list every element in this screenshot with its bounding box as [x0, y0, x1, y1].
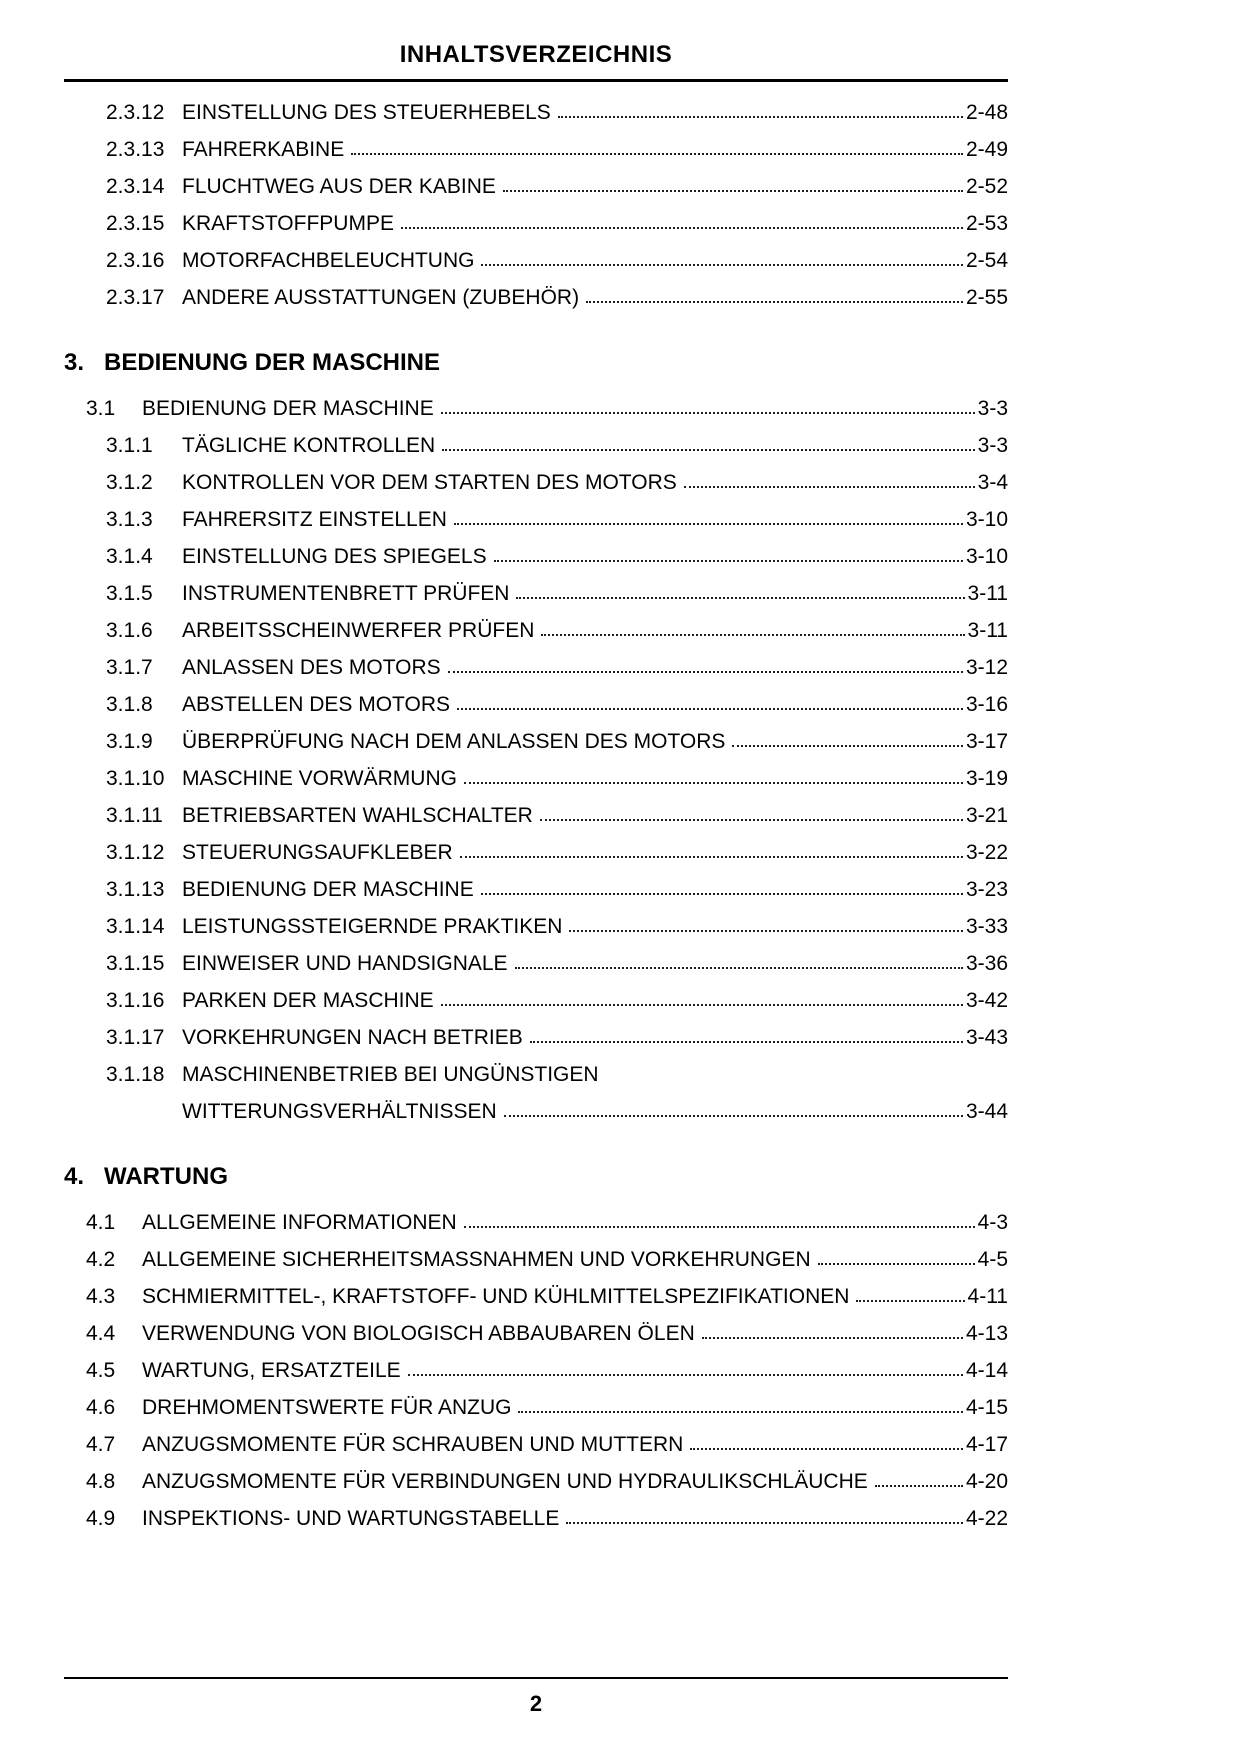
entry-title: ALLGEMEINE SICHERHEITSMASSNAHMEN UND VORKEHRUNGEN [142, 1248, 811, 1271]
toc-entry [64, 797, 1008, 834]
entry-number: 4.9 [86, 1507, 116, 1530]
dot-leader [558, 116, 963, 118]
entry-number: 2.3.15 [106, 212, 165, 235]
entry-page: 2-52 [965, 175, 1008, 198]
dot-leader [441, 412, 975, 414]
entry-title: VERWENDUNG VON BIOLOGISCH ABBAUBAREN ÖLEN [142, 1322, 695, 1345]
entry-title: ÜBERPRÜFUNG NACH DEM ANLASSEN DES MOTORS [182, 730, 726, 753]
dot-leader [401, 227, 963, 229]
toc-entry [64, 1500, 1008, 1537]
entry-page: 4-22 [965, 1507, 1008, 1530]
entry-title: ALLGEMEINE INFORMATIONEN [142, 1211, 457, 1234]
entry-page: 2-49 [965, 138, 1008, 161]
toc-entry [64, 538, 1008, 575]
entry-page: 2-48 [965, 101, 1008, 124]
dot-leader [464, 1226, 975, 1228]
entry-number: 3.1.15 [106, 952, 165, 975]
entry-number: 3.1.4 [106, 545, 153, 568]
toc-entry [64, 1389, 1008, 1426]
toc-entry [64, 501, 1008, 538]
entry-page: 3-10 [965, 508, 1008, 531]
toc-entry-list [64, 94, 1008, 316]
dot-leader [494, 560, 963, 562]
toc-entry [64, 1056, 1008, 1093]
entry-number: 4.3 [86, 1285, 116, 1308]
dot-leader [408, 1374, 963, 1376]
toc-entry [64, 1019, 1008, 1056]
dot-leader [481, 264, 962, 266]
toc-entry [64, 1204, 1008, 1241]
entry-number: 4.2 [86, 1248, 116, 1271]
toc-entry [64, 1315, 1008, 1352]
toc-entry [64, 575, 1008, 612]
entry-page: 3-22 [965, 841, 1008, 864]
page-title: INHALTSVERZEICHNIS [399, 41, 673, 68]
toc-entry [64, 242, 1008, 279]
page-header [64, 40, 1008, 82]
entry-page: 4-5 [977, 1248, 1008, 1271]
entry-title: ANZUGSMOMENTE FÜR SCHRAUBEN UND MUTTERN [142, 1433, 684, 1456]
section-heading [64, 346, 1008, 380]
dot-leader [690, 1448, 963, 1450]
dot-leader [540, 819, 963, 821]
entry-title: KONTROLLEN VOR DEM STARTEN DES MOTORS [182, 471, 677, 494]
entry-title: ANZUGSMOMENTE FÜR VERBINDUNGEN UND HYDRAULIKSCHLÄUCHE [142, 1470, 868, 1493]
entry-number: 4.8 [86, 1470, 116, 1493]
entry-title: EINSTELLUNG DES SPIEGELS [182, 545, 487, 568]
entry-page: 3-11 [967, 582, 1008, 605]
entry-page: 4-11 [967, 1285, 1008, 1308]
dot-leader [516, 597, 964, 599]
entry-page: 3-33 [965, 915, 1008, 938]
toc-entry [64, 1093, 1008, 1130]
entry-title: INSPEKTIONS- UND WARTUNGSTABELLE [142, 1507, 560, 1530]
toc-entry [64, 390, 1008, 427]
dot-leader [448, 671, 963, 673]
dot-leader [518, 1411, 963, 1413]
entry-page: 3-43 [965, 1026, 1008, 1049]
entry-number: 3.1.5 [106, 582, 153, 605]
entry-title: BETRIEBSARTEN WAHLSCHALTER [182, 804, 533, 827]
entry-page: 2-55 [965, 286, 1008, 309]
dot-leader [481, 893, 963, 895]
dot-leader [460, 856, 963, 858]
entry-page: 3-10 [965, 545, 1008, 568]
entry-page: 3-17 [965, 730, 1008, 753]
dot-leader [504, 1115, 963, 1117]
toc-entry [64, 612, 1008, 649]
entry-number: 3.1.3 [106, 508, 153, 531]
entry-number: 4.6 [86, 1396, 116, 1419]
entry-title: SCHMIERMITTEL-, KRAFTSTOFF- UND KÜHLMITTELSPEZIFIKATIONEN [142, 1285, 850, 1308]
entry-number: 4.4 [86, 1322, 116, 1345]
dot-leader [442, 449, 974, 451]
entry-number: 4.5 [86, 1359, 116, 1382]
entry-title: MASCHINE VORWÄRMUNG [182, 767, 457, 790]
entry-page: 3-21 [965, 804, 1008, 827]
toc-entry [64, 1278, 1008, 1315]
entry-title: FAHRERKABINE [182, 138, 345, 161]
dot-leader [732, 745, 963, 747]
entry-title: MASCHINENBETRIEB BEI UNGÜNSTIGEN [182, 1063, 599, 1086]
toc-entry [64, 131, 1008, 168]
entry-title: STEUERUNGSAUFKLEBER [182, 841, 453, 864]
entry-title: FAHRERSITZ EINSTELLEN [182, 508, 447, 531]
toc-entry [64, 427, 1008, 464]
toc-section [64, 1160, 1008, 1537]
entry-page: 4-3 [977, 1211, 1008, 1234]
entry-title: WARTUNG, ERSATZTEILE [142, 1359, 401, 1382]
header-rule [64, 79, 1008, 82]
dot-leader [566, 1522, 963, 1524]
dot-leader [351, 153, 963, 155]
dot-leader [441, 1004, 963, 1006]
entry-title: ABSTELLEN DES MOTORS [182, 693, 451, 716]
toc-entry [64, 94, 1008, 131]
section-title: WARTUNG [104, 1163, 228, 1190]
entry-title: MOTORFACHBELEUCHTUNG [182, 249, 475, 272]
toc-entry [64, 982, 1008, 1019]
toc-entry [64, 649, 1008, 686]
toc-entry-list [64, 390, 1008, 1130]
entry-page: 3-36 [965, 952, 1008, 975]
entry-number: 3.1.2 [106, 471, 153, 494]
entry-number: 3.1.14 [106, 915, 165, 938]
entry-page: 3-23 [965, 878, 1008, 901]
entry-title: FLUCHTWEG AUS DER KABINE [182, 175, 496, 198]
dot-leader [586, 301, 963, 303]
toc-entry [64, 1352, 1008, 1389]
entry-title: ANLASSEN DES MOTORS [182, 656, 441, 679]
entry-title: ANDERE AUSSTATTUNGEN (ZUBEHÖR) [182, 286, 580, 309]
dot-leader [454, 523, 963, 525]
dot-leader [569, 930, 963, 932]
entry-title: EINSTELLUNG DES STEUERHEBELS [182, 101, 551, 124]
dot-leader [541, 634, 964, 636]
section-heading [64, 1160, 1008, 1194]
entry-page: 4-17 [965, 1433, 1008, 1456]
entry-page: 4-13 [965, 1322, 1008, 1345]
entry-title: VORKEHRUNGEN NACH BETRIEB [182, 1026, 523, 1049]
entry-title: BEDIENUNG DER MASCHINE [142, 397, 434, 420]
entry-title: DREHMOMENTSWERTE FÜR ANZUG [142, 1396, 512, 1419]
entry-page: 2-53 [965, 212, 1008, 235]
toc-entry [64, 834, 1008, 871]
entry-number: 2.3.16 [106, 249, 165, 272]
toc-entry [64, 723, 1008, 760]
dot-leader [818, 1263, 975, 1265]
toc-entry [64, 760, 1008, 797]
toc-entry [64, 464, 1008, 501]
dot-leader [530, 1041, 963, 1043]
entry-title: PARKEN DER MASCHINE [182, 989, 434, 1012]
entry-title: EINWEISER UND HANDSIGNALE [182, 952, 508, 975]
toc-entry [64, 686, 1008, 723]
section-title: BEDIENUNG DER MASCHINE [104, 349, 441, 376]
toc-entry [64, 1241, 1008, 1278]
entry-title: INSTRUMENTENBRETT PRÜFEN [182, 582, 510, 605]
dot-leader [515, 967, 963, 969]
toc-section [64, 346, 1008, 1130]
toc-entry [64, 1426, 1008, 1463]
entry-page: 3-4 [977, 471, 1008, 494]
entry-number: 3.1.17 [106, 1026, 165, 1049]
entry-number: 3.1.6 [106, 619, 153, 642]
entry-number: 3.1.10 [106, 767, 165, 790]
entry-number: 3.1.16 [106, 989, 165, 1012]
entry-title: BEDIENUNG DER MASCHINE [182, 878, 474, 901]
entry-title: TÄGLICHE KONTROLLEN [182, 434, 436, 457]
entry-page: 2-54 [965, 249, 1008, 272]
entry-title: KRAFTSTOFFPUMPE [182, 212, 394, 235]
entry-number: 3.1 [86, 397, 116, 420]
toc-entry-list [64, 1204, 1008, 1537]
entry-number: 3.1.18 [106, 1063, 165, 1086]
entry-number: 3.1.1 [106, 434, 153, 457]
entry-number: 3.1.12 [106, 841, 165, 864]
dot-leader [464, 782, 963, 784]
dot-leader [684, 486, 975, 488]
entry-number: 2.3.17 [106, 286, 165, 309]
dot-leader [856, 1300, 964, 1302]
entry-number: 4.1 [86, 1211, 116, 1234]
toc-entry [64, 279, 1008, 316]
toc-entry [64, 945, 1008, 982]
entry-number: 3.1.9 [106, 730, 153, 753]
entry-number: 2.3.12 [106, 101, 165, 124]
entry-page: 3-3 [977, 434, 1008, 457]
entry-number: 4.7 [86, 1433, 116, 1456]
dot-leader [503, 190, 963, 192]
section-number: 4. [64, 1163, 85, 1190]
entry-page: 3-12 [965, 656, 1008, 679]
dot-leader [702, 1337, 963, 1339]
entry-title: LEISTUNGSSTEIGERNDE PRAKTIKEN [182, 915, 563, 938]
entry-title: ARBEITSSCHEINWERFER PRÜFEN [182, 619, 535, 642]
entry-page: 3-11 [967, 619, 1008, 642]
entry-page: 3-42 [965, 989, 1008, 1012]
entry-page: 3-44 [965, 1100, 1008, 1123]
entry-page: 4-14 [965, 1359, 1008, 1382]
dot-leader [457, 708, 963, 710]
entry-title: WITTERUNGSVERHÄLTNISSEN [182, 1100, 497, 1123]
entry-number: 2.3.13 [106, 138, 165, 161]
entry-page: 3-16 [965, 693, 1008, 716]
dot-leader [875, 1485, 963, 1487]
footer-rule [64, 1677, 1008, 1679]
table-of-contents [64, 94, 1008, 1537]
toc-entry [64, 205, 1008, 242]
entry-number: 3.1.8 [106, 693, 153, 716]
entry-number: 2.3.14 [106, 175, 165, 198]
entry-page: 4-15 [965, 1396, 1008, 1419]
toc-section [64, 94, 1008, 316]
entry-number: 3.1.11 [106, 804, 163, 827]
page-number: 2 [529, 1691, 543, 1716]
entry-number: 3.1.13 [106, 878, 165, 901]
entry-number: 3.1.7 [106, 656, 153, 679]
entry-page: 3-19 [965, 767, 1008, 790]
toc-entry [64, 168, 1008, 205]
page-footer [64, 1677, 1008, 1717]
toc-entry [64, 1463, 1008, 1500]
entry-page: 4-20 [965, 1470, 1008, 1493]
entry-page: 3-3 [977, 397, 1008, 420]
section-number: 3. [64, 349, 85, 376]
toc-entry [64, 871, 1008, 908]
toc-entry [64, 908, 1008, 945]
